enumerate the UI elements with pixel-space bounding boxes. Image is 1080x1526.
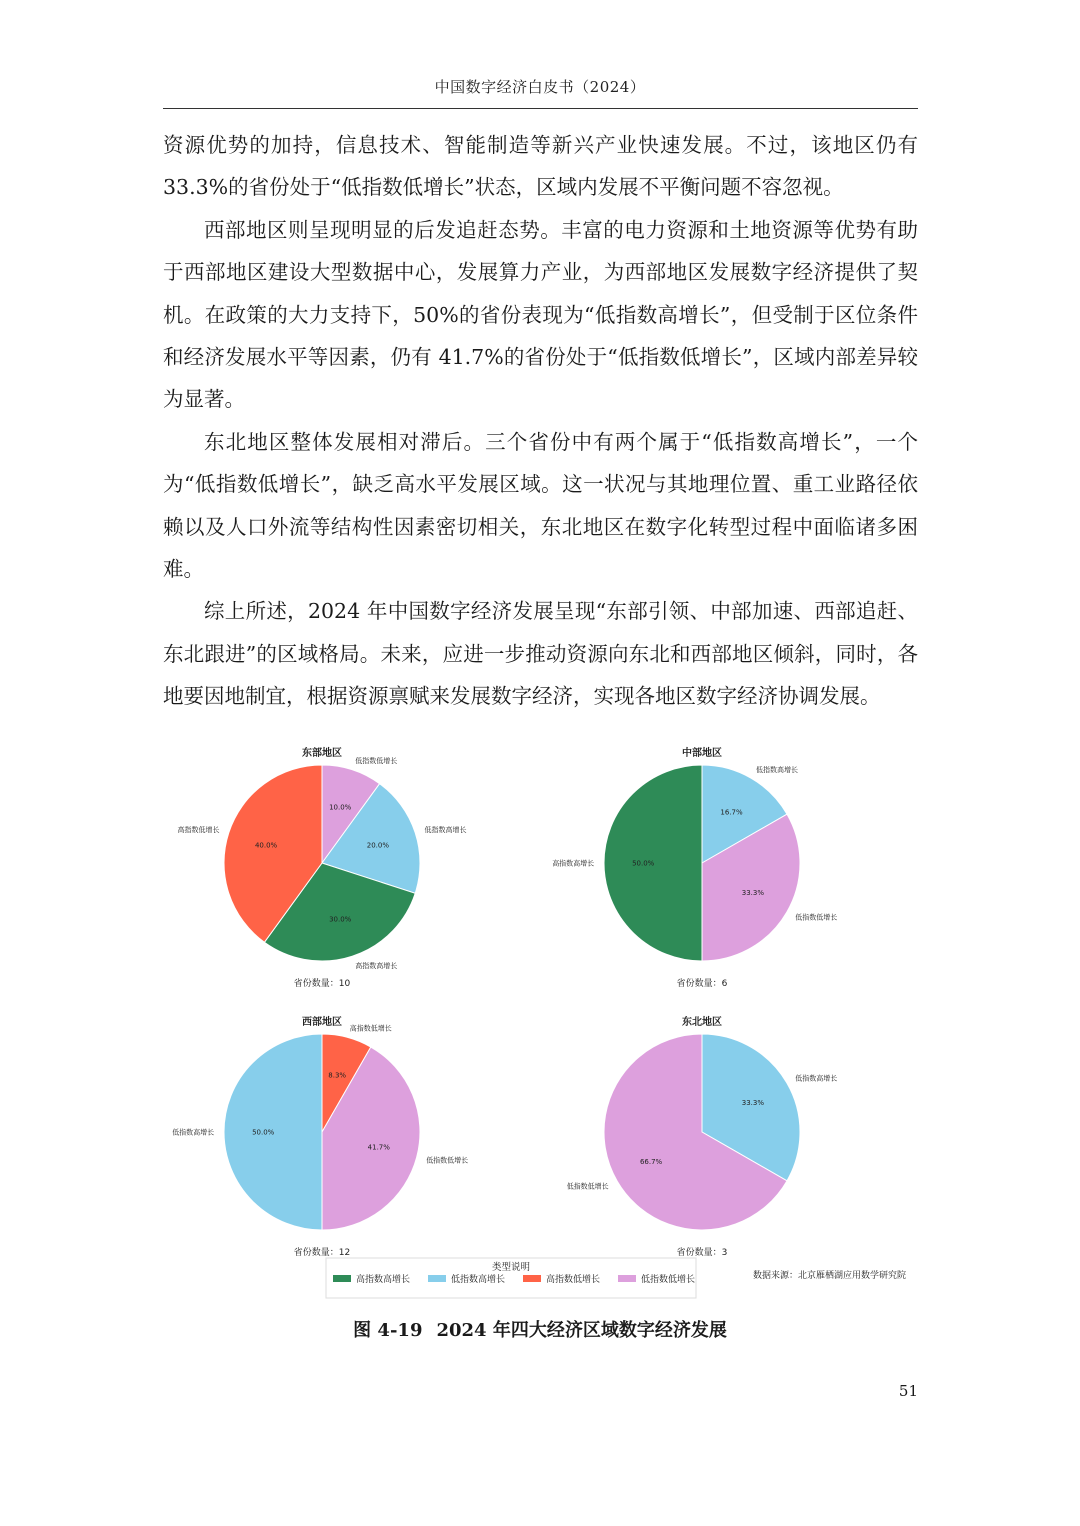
- legend-swatch: [333, 1275, 351, 1282]
- legend-title: 类型说明: [491, 1262, 531, 1273]
- slice-category-label: 低指数低增长: [355, 757, 398, 765]
- slice-category-label: 高指数高增长: [552, 859, 595, 868]
- slice-percent-label: 33.3%: [741, 1099, 765, 1107]
- pie-charts-svg: [163, 720, 923, 1300]
- pie-chart-figure: [163, 720, 923, 1300]
- paragraph: 东北地区整体发展相对滞后。三个省份中有两个属于“低指数高增长”，一个为“低指数低增长”，缺乏高水平发展区域。这一状况与其地理位置、重工业路径依赖以及人口外流等结构性因素密切相关，东北地区在数字化转型过程中面临诸多困难。: [163, 429, 918, 582]
- figure-caption: [0, 1316, 1080, 1342]
- slice-category-label: 低指数高增长: [756, 766, 798, 775]
- pie-chart: [567, 1015, 838, 1258]
- source-note: 数据来源：北京雁栖湖应用数学研究院: [753, 1271, 907, 1281]
- paragraph: 资源优势的加持，信息技术、智能制造等新兴产业快速发展。不过，该地区仍有33.3%的省份处于“低指数低增长”状态，区域内发展不平衡问题不容忽视。: [163, 133, 918, 200]
- pie-title: 西部地区: [302, 1017, 342, 1028]
- pie-chart: [552, 746, 837, 989]
- legend-swatch: [428, 1275, 446, 1282]
- slice-percent-label: 40.0%: [254, 841, 278, 850]
- slice-percent-label: 10.0%: [329, 803, 352, 812]
- legend-item-label: 低指数高增长: [451, 1275, 506, 1285]
- paragraph: 综上所述，2024 年中国数字经济发展呈现“东部引领、中部加速、西部追赶、东北跟进”的区域格局。未来，应进一步推动资源向东北和西部地区倾斜，同时，各地要因地制宜，根据资源禀赋来发展数字经济，实现各地区数字经济协调发展。: [163, 599, 918, 709]
- pie-count-label: 省份数量：12: [293, 1248, 351, 1258]
- pie-count-label: 省份数量：6: [676, 979, 728, 989]
- slice-category-label: 低指数高增长: [172, 1128, 215, 1137]
- slice-category-label: 高指数低增长: [177, 826, 220, 835]
- page-number: 51: [898, 1382, 918, 1400]
- slice-percent-label: 20.0%: [366, 841, 390, 850]
- pie-title: 东北地区: [682, 1017, 722, 1028]
- slice-percent-label: 33.3%: [741, 889, 765, 897]
- legend-item-label: 低指数低增长: [641, 1275, 696, 1285]
- slice-category-label: 低指数低增长: [426, 1156, 469, 1165]
- paragraph: 西部地区则呈现明显的后发追赶态势。丰富的电力资源和土地资源等优势有助于西部地区建设大型数据中心，发展算力产业，为西部地区发展数字经济提供了契机。在政策的大力支持下，50%的省份表现为“低指数高增长”，但受制于区位条件和经济发展水平等因素，仍有 41.7%的省份处于“低指数低增长”，区域内部差异较为显著。: [163, 217, 918, 412]
- body-text: [163, 124, 918, 718]
- figure-number: 图 4-19: [353, 1320, 423, 1341]
- slice-category-label: 低指数低增长: [795, 913, 838, 922]
- header-divider: [163, 108, 918, 109]
- slice-category-label: 高指数低增长: [349, 1024, 392, 1033]
- pie-title: 中部地区: [682, 748, 722, 759]
- pie-title: 东部地区: [302, 748, 342, 759]
- slice-percent-label: 50.0%: [252, 1128, 275, 1137]
- slice-category-label: 高指数高增长: [355, 962, 398, 970]
- pie-chart: [178, 746, 467, 989]
- slice-percent-label: 41.7%: [367, 1143, 390, 1152]
- slice-percent-label: 16.7%: [720, 808, 743, 817]
- legend-swatch: [523, 1275, 541, 1282]
- slice-category-label: 低指数高增长: [795, 1074, 838, 1083]
- chart-legend: [326, 1258, 696, 1298]
- slice-percent-label: 66.7%: [639, 1158, 663, 1166]
- legend-item-label: 高指数低增长: [546, 1275, 601, 1285]
- slice-percent-label: 30.0%: [329, 915, 352, 924]
- figure-caption-text: 2024 年四大经济区域数字经济发展: [436, 1320, 727, 1341]
- pie-count-label: 省份数量：3: [676, 1248, 728, 1258]
- slice-percent-label: 50.0%: [632, 859, 655, 868]
- legend-item-label: 高指数高增长: [356, 1275, 411, 1285]
- pie-count-label: 省份数量：10: [293, 979, 351, 989]
- slice-category-label: 低指数高增长: [424, 826, 467, 835]
- legend-swatch: [618, 1275, 636, 1282]
- slice-percent-label: 8.3%: [328, 1071, 347, 1080]
- running-header: 中国数字经济白皮书（2024）: [434, 78, 646, 96]
- slice-category-label: 低指数低增长: [566, 1182, 609, 1191]
- pie-chart: [172, 1015, 468, 1258]
